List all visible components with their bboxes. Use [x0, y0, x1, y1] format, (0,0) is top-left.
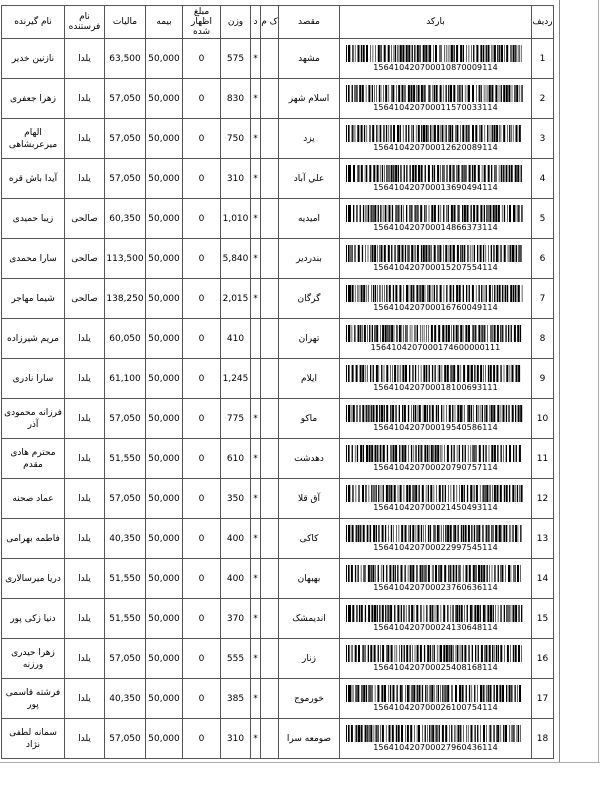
cell-insurance: 50,000: [146, 319, 183, 359]
cell-km: [261, 239, 279, 279]
cell-receiver: عماد صحنه: [2, 479, 65, 519]
cell-sender: یلدا: [65, 399, 105, 439]
cell-insurance: 50,000: [146, 599, 183, 639]
cell-row-number: 18: [532, 719, 554, 759]
cell-receiver: الهام میرعربشاهی: [2, 119, 65, 159]
cell-destination: صومعه سرا: [279, 719, 340, 759]
barcode-graphic: [345, 605, 527, 622]
cell-declared: 0: [183, 719, 221, 759]
cell-tax: 40,350: [105, 519, 146, 559]
table-row: [2, 359, 554, 399]
cell-sender: یلدا: [65, 79, 105, 119]
barcode-graphic: [345, 285, 527, 302]
barcode-number: 156410420700012620089114: [373, 143, 498, 152]
cell-d: *: [251, 519, 261, 559]
cell-row-number: 14: [532, 559, 554, 599]
barcode-graphic: [345, 405, 527, 422]
table-row: [2, 639, 554, 679]
cell-insurance: 50,000: [146, 39, 183, 79]
cell-declared: 0: [183, 239, 221, 279]
cell-destination: دهدشت: [279, 439, 340, 479]
barcode-number: 156410420700027960436114: [373, 743, 498, 752]
header-row: [2, 6, 554, 39]
table-row: [2, 719, 554, 759]
cell-insurance: 50,000: [146, 399, 183, 439]
cell-barcode: [340, 479, 532, 519]
cell-insurance: 50,000: [146, 239, 183, 279]
cell-barcode: [340, 359, 532, 399]
barcode-graphic: [345, 165, 527, 182]
cell-weight: 750: [221, 119, 251, 159]
page-edge: [598, 0, 599, 762]
cell-sender: صالحی: [65, 239, 105, 279]
table-body: [2, 39, 554, 759]
cell-destination: ماکو: [279, 399, 340, 439]
cell-barcode: [340, 719, 532, 759]
barcode-number: 156410420700015207554114: [373, 263, 498, 272]
cell-destination: آق قلا: [279, 479, 340, 519]
cell-weight: 410: [221, 319, 251, 359]
cell-destination: اسلام شهر: [279, 79, 340, 119]
table-row: [2, 559, 554, 599]
cell-sender: یلدا: [65, 639, 105, 679]
cell-insurance: 50,000: [146, 199, 183, 239]
cell-weight: 310: [221, 719, 251, 759]
barcode-graphic: [345, 685, 527, 702]
cell-sender: صالحی: [65, 279, 105, 319]
cell-destination: زنار: [279, 639, 340, 679]
cell-receiver: شیما مهاجر: [2, 279, 65, 319]
cell-tax: 57,050: [105, 719, 146, 759]
barcode-number: 156410420700018100693111: [373, 383, 498, 392]
cell-receiver: فرزانه محمودی آذر: [2, 399, 65, 439]
cell-receiver: دریا میرسالاری: [2, 559, 65, 599]
cell-tax: 60,050: [105, 319, 146, 359]
cell-row-number: 6: [532, 239, 554, 279]
cell-d: *: [251, 199, 261, 239]
cell-weight: 400: [221, 519, 251, 559]
cell-tax: 57,050: [105, 399, 146, 439]
header-destination: مقصد: [279, 6, 340, 39]
cell-row-number: 15: [532, 599, 554, 639]
cell-km: [261, 279, 279, 319]
cell-destination: یزد: [279, 119, 340, 159]
barcode-graphic: [345, 725, 527, 742]
cell-tax: 57,050: [105, 159, 146, 199]
cell-receiver: مریم شیرزاده: [2, 319, 65, 359]
cell-destination: مشهد: [279, 39, 340, 79]
cell-d: *: [251, 239, 261, 279]
cell-receiver: سارا محمدی: [2, 239, 65, 279]
table-row: [2, 679, 554, 719]
header-d: د: [251, 6, 261, 39]
cell-d: *: [251, 599, 261, 639]
cell-row-number: 8: [532, 319, 554, 359]
header-sender: نام فرستنده: [65, 6, 105, 39]
cell-declared: 0: [183, 679, 221, 719]
cell-receiver: زهرا جعفری: [2, 79, 65, 119]
cell-weight: 610: [221, 439, 251, 479]
cell-barcode: [340, 239, 532, 279]
barcode-graphic: [345, 45, 527, 62]
cell-declared: 0: [183, 279, 221, 319]
cell-destination: تهران: [279, 319, 340, 359]
cell-receiver: نازنین خدیر: [2, 39, 65, 79]
cell-insurance: 50,000: [146, 639, 183, 679]
cell-tax: 113,500: [105, 239, 146, 279]
cell-sender: یلدا: [65, 159, 105, 199]
cell-sender: یلدا: [65, 439, 105, 479]
cell-destination: بهبهان: [279, 559, 340, 599]
cell-receiver: آیدا باش قره: [2, 159, 65, 199]
cell-tax: 57,050: [105, 639, 146, 679]
cell-receiver: سارا نادری: [2, 359, 65, 399]
cell-sender: یلدا: [65, 359, 105, 399]
cell-receiver: دنیا زکی پور: [2, 599, 65, 639]
cell-declared: 0: [183, 319, 221, 359]
cell-tax: 40,350: [105, 679, 146, 719]
cell-barcode: [340, 79, 532, 119]
cell-km: [261, 359, 279, 399]
page-divider: [559, 0, 560, 762]
barcode-number: 1564104207000174600000111: [370, 343, 501, 352]
table-row: [2, 399, 554, 439]
cell-km: [261, 319, 279, 359]
cell-insurance: 50,000: [146, 719, 183, 759]
cell-weight: 1,245: [221, 359, 251, 399]
cell-weight: 575: [221, 39, 251, 79]
barcode-number: 156410420700025408168114: [373, 663, 498, 672]
cell-d: *: [251, 79, 261, 119]
cell-sender: یلدا: [65, 119, 105, 159]
header-receiver: نام گیرنده: [2, 6, 65, 39]
cell-destination: امیدیه: [279, 199, 340, 239]
barcode-number: 156410420700016760049114: [373, 303, 498, 312]
shipment-table: [1, 5, 554, 759]
cell-barcode: [340, 639, 532, 679]
cell-sender: یلدا: [65, 559, 105, 599]
cell-weight: 385: [221, 679, 251, 719]
cell-declared: 0: [183, 479, 221, 519]
header-insurance: بیمه: [146, 6, 183, 39]
cell-d: *: [251, 39, 261, 79]
cell-d: *: [251, 639, 261, 679]
cell-destination: بندردیر: [279, 239, 340, 279]
cell-receiver: فاطمه بهرامی: [2, 519, 65, 559]
cell-row-number: 2: [532, 79, 554, 119]
header-tax: مالیات: [105, 6, 146, 39]
cell-d: *: [251, 559, 261, 599]
cell-d: *: [251, 439, 261, 479]
cell-row-number: 7: [532, 279, 554, 319]
cell-row-number: 10: [532, 399, 554, 439]
cell-barcode: [340, 439, 532, 479]
cell-declared: 0: [183, 119, 221, 159]
table-row: [2, 39, 554, 79]
cell-barcode: [340, 599, 532, 639]
cell-weight: 555: [221, 639, 251, 679]
table-row: [2, 519, 554, 559]
cell-insurance: 50,000: [146, 359, 183, 399]
cell-declared: 0: [183, 599, 221, 639]
cell-declared: 0: [183, 159, 221, 199]
cell-d: *: [251, 279, 261, 319]
barcode-graphic: [345, 525, 527, 542]
barcode-number: 156410420700010870009114: [373, 63, 498, 72]
barcode-graphic: [345, 445, 527, 462]
cell-declared: 0: [183, 199, 221, 239]
barcode-graphic: [345, 485, 527, 502]
cell-sender: یلدا: [65, 679, 105, 719]
cell-km: [261, 599, 279, 639]
barcode-number: 156410420700026100754114: [373, 703, 498, 712]
cell-d: *: [251, 399, 261, 439]
cell-sender: صالحی: [65, 199, 105, 239]
cell-tax: 57,050: [105, 479, 146, 519]
cell-row-number: 4: [532, 159, 554, 199]
cell-insurance: 50,000: [146, 439, 183, 479]
cell-row-number: 3: [532, 119, 554, 159]
cell-receiver: سمانه لطفی نژاد: [2, 719, 65, 759]
cell-receiver: زیبا حمیدی: [2, 199, 65, 239]
cell-tax: 63,500: [105, 39, 146, 79]
cell-d: *: [251, 159, 261, 199]
cell-row-number: 16: [532, 639, 554, 679]
cell-sender: یلدا: [65, 719, 105, 759]
cell-declared: 0: [183, 399, 221, 439]
cell-sender: یلدا: [65, 519, 105, 559]
header-km: ک م: [261, 6, 279, 39]
cell-declared: 0: [183, 79, 221, 119]
table-row: [2, 239, 554, 279]
cell-weight: 2,015: [221, 279, 251, 319]
header-row-number: ردیف: [532, 6, 554, 39]
cell-tax: 57,050: [105, 119, 146, 159]
cell-km: [261, 119, 279, 159]
barcode-graphic: [345, 645, 527, 662]
table-row: [2, 79, 554, 119]
cell-weight: 370: [221, 599, 251, 639]
cell-km: [261, 199, 279, 239]
cell-barcode: [340, 399, 532, 439]
cell-tax: 51,550: [105, 439, 146, 479]
cell-tax: 57,050: [105, 79, 146, 119]
header-declared: مبلغ اظهار شده: [183, 6, 221, 39]
cell-weight: 350: [221, 479, 251, 519]
cell-barcode: [340, 679, 532, 719]
cell-km: [261, 559, 279, 599]
barcode-number: 156410420700021450493114: [373, 503, 498, 512]
cell-insurance: 50,000: [146, 159, 183, 199]
cell-insurance: 50,000: [146, 79, 183, 119]
barcode-number: 156410420700011570033114: [373, 103, 498, 112]
page-bottom-edge: [0, 762, 600, 763]
cell-weight: 400: [221, 559, 251, 599]
cell-barcode: [340, 39, 532, 79]
cell-destination: خورموج: [279, 679, 340, 719]
cell-barcode: [340, 119, 532, 159]
cell-km: [261, 39, 279, 79]
barcode-graphic: [345, 125, 527, 142]
barcode-graphic: [345, 245, 527, 262]
cell-d: *: [251, 719, 261, 759]
cell-d: *: [251, 479, 261, 519]
barcode-number: 156410420700019540586114: [373, 423, 498, 432]
cell-barcode: [340, 159, 532, 199]
cell-sender: یلدا: [65, 599, 105, 639]
cell-weight: 775: [221, 399, 251, 439]
cell-barcode: [340, 559, 532, 599]
cell-declared: 0: [183, 39, 221, 79]
cell-tax: 51,550: [105, 599, 146, 639]
cell-barcode: [340, 319, 532, 359]
cell-km: [261, 639, 279, 679]
table-row: [2, 159, 554, 199]
cell-sender: یلدا: [65, 39, 105, 79]
cell-receiver: محترم هادی مقدم: [2, 439, 65, 479]
table-row: [2, 279, 554, 319]
cell-km: [261, 79, 279, 119]
barcode-graphic: [345, 565, 527, 582]
barcode-graphic: [345, 85, 527, 102]
cell-declared: 0: [183, 639, 221, 679]
cell-row-number: 12: [532, 479, 554, 519]
cell-weight: 1,010: [221, 199, 251, 239]
cell-weight: 310: [221, 159, 251, 199]
cell-destination: علي آباد: [279, 159, 340, 199]
cell-sender: یلدا: [65, 479, 105, 519]
cell-sender: یلدا: [65, 319, 105, 359]
cell-destination: ایلام: [279, 359, 340, 399]
cell-km: [261, 479, 279, 519]
cell-km: [261, 679, 279, 719]
cell-km: [261, 439, 279, 479]
barcode-number: 156410420700024130648114: [373, 623, 498, 632]
cell-receiver: فرشته قاسمی پور: [2, 679, 65, 719]
cell-destination: کاکی: [279, 519, 340, 559]
barcode-graphic: [345, 325, 527, 342]
barcode-number: 156410420700022997545114: [373, 543, 498, 552]
cell-destination: اندیمشک: [279, 599, 340, 639]
cell-km: [261, 159, 279, 199]
cell-d: *: [251, 679, 261, 719]
cell-d: *: [251, 119, 261, 159]
barcode-graphic: [345, 205, 527, 222]
cell-declared: 0: [183, 559, 221, 599]
cell-insurance: 50,000: [146, 519, 183, 559]
cell-insurance: 50,000: [146, 279, 183, 319]
cell-row-number: 5: [532, 199, 554, 239]
cell-d: [251, 319, 261, 359]
cell-tax: 60,350: [105, 199, 146, 239]
cell-barcode: [340, 519, 532, 559]
header-barcode: بارکد: [340, 6, 532, 39]
cell-row-number: 13: [532, 519, 554, 559]
cell-km: [261, 399, 279, 439]
cell-barcode: [340, 279, 532, 319]
cell-insurance: 50,000: [146, 559, 183, 599]
cell-weight: 5,840: [221, 239, 251, 279]
cell-km: [261, 719, 279, 759]
cell-row-number: 9: [532, 359, 554, 399]
barcode-number: 156410420700023760636114: [373, 583, 498, 592]
header-weight: وزن: [221, 6, 251, 39]
cell-row-number: 11: [532, 439, 554, 479]
table-row: [2, 199, 554, 239]
table-row: [2, 119, 554, 159]
barcode-number: 156410420700014866373114: [373, 223, 498, 232]
cell-km: [261, 519, 279, 559]
cell-weight: 830: [221, 79, 251, 119]
table-row: [2, 439, 554, 479]
cell-destination: گرگان: [279, 279, 340, 319]
cell-tax: 138,250: [105, 279, 146, 319]
table-row: [2, 479, 554, 519]
cell-receiver: زهرا حیدری ورزنه: [2, 639, 65, 679]
cell-row-number: 1: [532, 39, 554, 79]
barcode-number: 156410420700013690494114: [373, 183, 498, 192]
table-row: [2, 319, 554, 359]
cell-row-number: 17: [532, 679, 554, 719]
cell-barcode: [340, 199, 532, 239]
table-row: [2, 599, 554, 639]
cell-tax: 51,550: [105, 559, 146, 599]
barcode-number: 156410420700020790757114: [373, 463, 498, 472]
cell-insurance: 50,000: [146, 119, 183, 159]
cell-declared: 0: [183, 439, 221, 479]
cell-insurance: 50,000: [146, 479, 183, 519]
cell-declared: 0: [183, 359, 221, 399]
barcode-graphic: [345, 365, 527, 382]
cell-d: [251, 359, 261, 399]
cell-declared: 0: [183, 519, 221, 559]
cell-insurance: 50,000: [146, 679, 183, 719]
cell-tax: 61,100: [105, 359, 146, 399]
